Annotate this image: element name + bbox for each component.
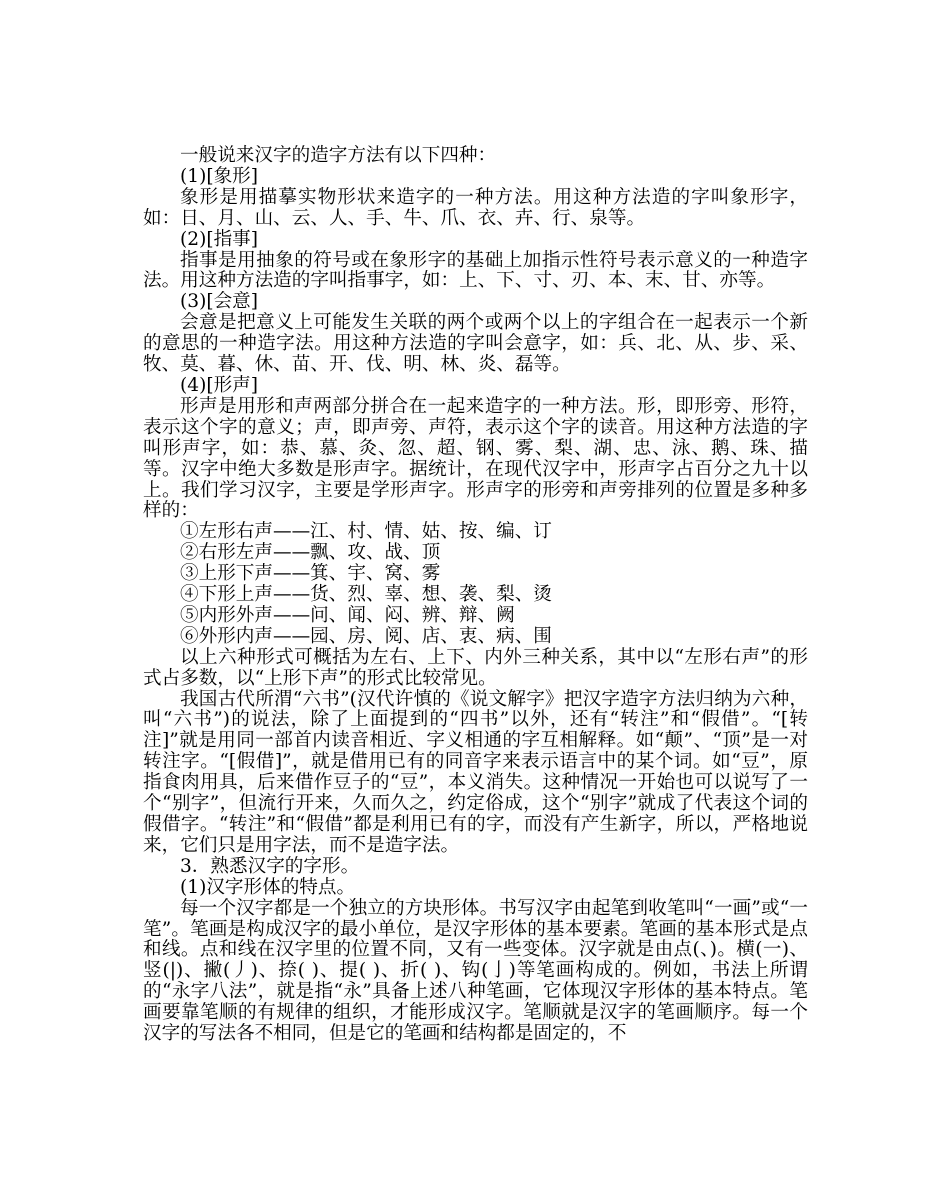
document-page — [143, 146, 808, 1045]
paragraph-intro: 一般说来汉字的造字方法有以下四种： — [180, 145, 497, 166]
paragraph-xiangxing: 象形是用描摹实物形状来造字的一种方法。用这种方法造的字叫象形字，如：日、月、山、云、人、手、牛、爪、衣、卉、行、泉等。 — [143, 186, 808, 229]
heading-huiyi: (3)[会意] — [180, 291, 259, 313]
list-item-4: ④下形上声——货、烈、辜、想、袭、梨、烫 — [180, 584, 552, 606]
list-item-5: ⑤内形外声——问、闻、闷、辨、辩、阙 — [180, 604, 515, 626]
paragraph-summary: 以上六种形式可概括为左右、上下、内外三种关系，其中以“左形右声”的形式占多数，以“上形下声”的形式比较常见。 — [143, 646, 808, 689]
paragraph-liushu: 我国古代所渭“六书”(汉代许慎的《说文解字》把汉字造字方法归纳为六种，叫“六书”)的说法，除了上面提到的“四书”以外，还有“转注”和“假借”。“[转注]”就是用同一部首内读音相近、字义相通的字互相解释。如“颠”、“顶”是一对转注字。“[假借]”，就是借用已有的同音字来表示语言中的某个词。如“豆”，原指食肉用具，后来借作豆子的“豆”，本义消失。这种情况一开始也可以说写了一个“别字”，但流行开来，久而久之，约定俗成，这个“别字”就成了代表这个词的假借字。“转注”和“假借”都是利用已有的字，而没有产生新字，所以，严格地说来，它们只是用字法，而不是造字法。 — [143, 688, 808, 856]
paragraph-huiyi: 会意是把意义上可能发生关联的两个或两个以上的字组合在一起表示一个新的意思的一种造字法。用这种方法造的字叫会意字，如：兵、北、从、步、采、牧、莫、暮、休、苗、开、伐、明、林、炎、磊等。 — [143, 312, 808, 376]
list-item-2: ②右形左声——飘、攻、战、顶 — [180, 542, 441, 564]
list-item-6: ⑥外形内声——园、房、阅、店、衷、病、围 — [180, 625, 552, 647]
heading-xiangxing: (1)[象形] — [180, 165, 259, 187]
list-item-3: ③上形下声——箕、宇、窝、雾 — [180, 563, 441, 585]
paragraph-features: 每一个汉字都是一个独立的方块形体。书写汉字由起笔到收笔叫“一画”或“一笔”。笔画是构成汉字的最小单位，是汉字形体的基本要素。笔画的基本形式是点和线。点和线在汉字里的位置不同，又有一些变体。汉字就是由点(、)。横(一)、竖(|)、撇(丿)、捺( )、提( )、折( )、钩(亅)等笔画构成的。例如，书法上所谓的“永字八法”，就是指“永”具备上述八种笔画，它体现汉字形体的基本特点。笔画要靠笔顺的有规律的组织，才能形成汉字。笔顺就是汉字的笔画顺序。每一个汉字的写法各不相同，但是它的笔画和结构都是固定的，不 — [143, 897, 808, 1045]
paragraph-xingsheng: 形声是用形和声两部分拼合在一起来造字的一种方法。形，即形旁、形符，表示这个字的意义；声，即声旁、声符，表示这个字的读音。用这种方法造的字叫形声字，如：恭、慕、灸、忽、超、钢、雾、梨、湖、忠、泳、鹅、珠、描等。汉字中绝大多数是形声字。据统计，在现代汉字中，形声字占百分之九十以上。我们学习汉字，主要是学形声字。形声字的形旁和声旁排列的位置是多种多样的： — [143, 395, 808, 522]
heading-zhishi: (2)[指事] — [180, 228, 259, 250]
list-item-1: ①左形右声——江、村、情、姑、按、编、订 — [180, 521, 552, 543]
heading-xingsheng: (4)[形声] — [180, 374, 259, 396]
heading-section-3: 3．熟悉汉字的字形。 — [180, 855, 360, 877]
heading-features: (1)汉字形体的特点。 — [180, 876, 356, 898]
paragraph-zhishi: 指事是用抽象的符号或在象形字的基础上加指示性符号表示意义的一种造字法。用这种方法造的字叫指事字，如：上、下、寸、刃、本、末、甘、亦等。 — [143, 249, 808, 292]
